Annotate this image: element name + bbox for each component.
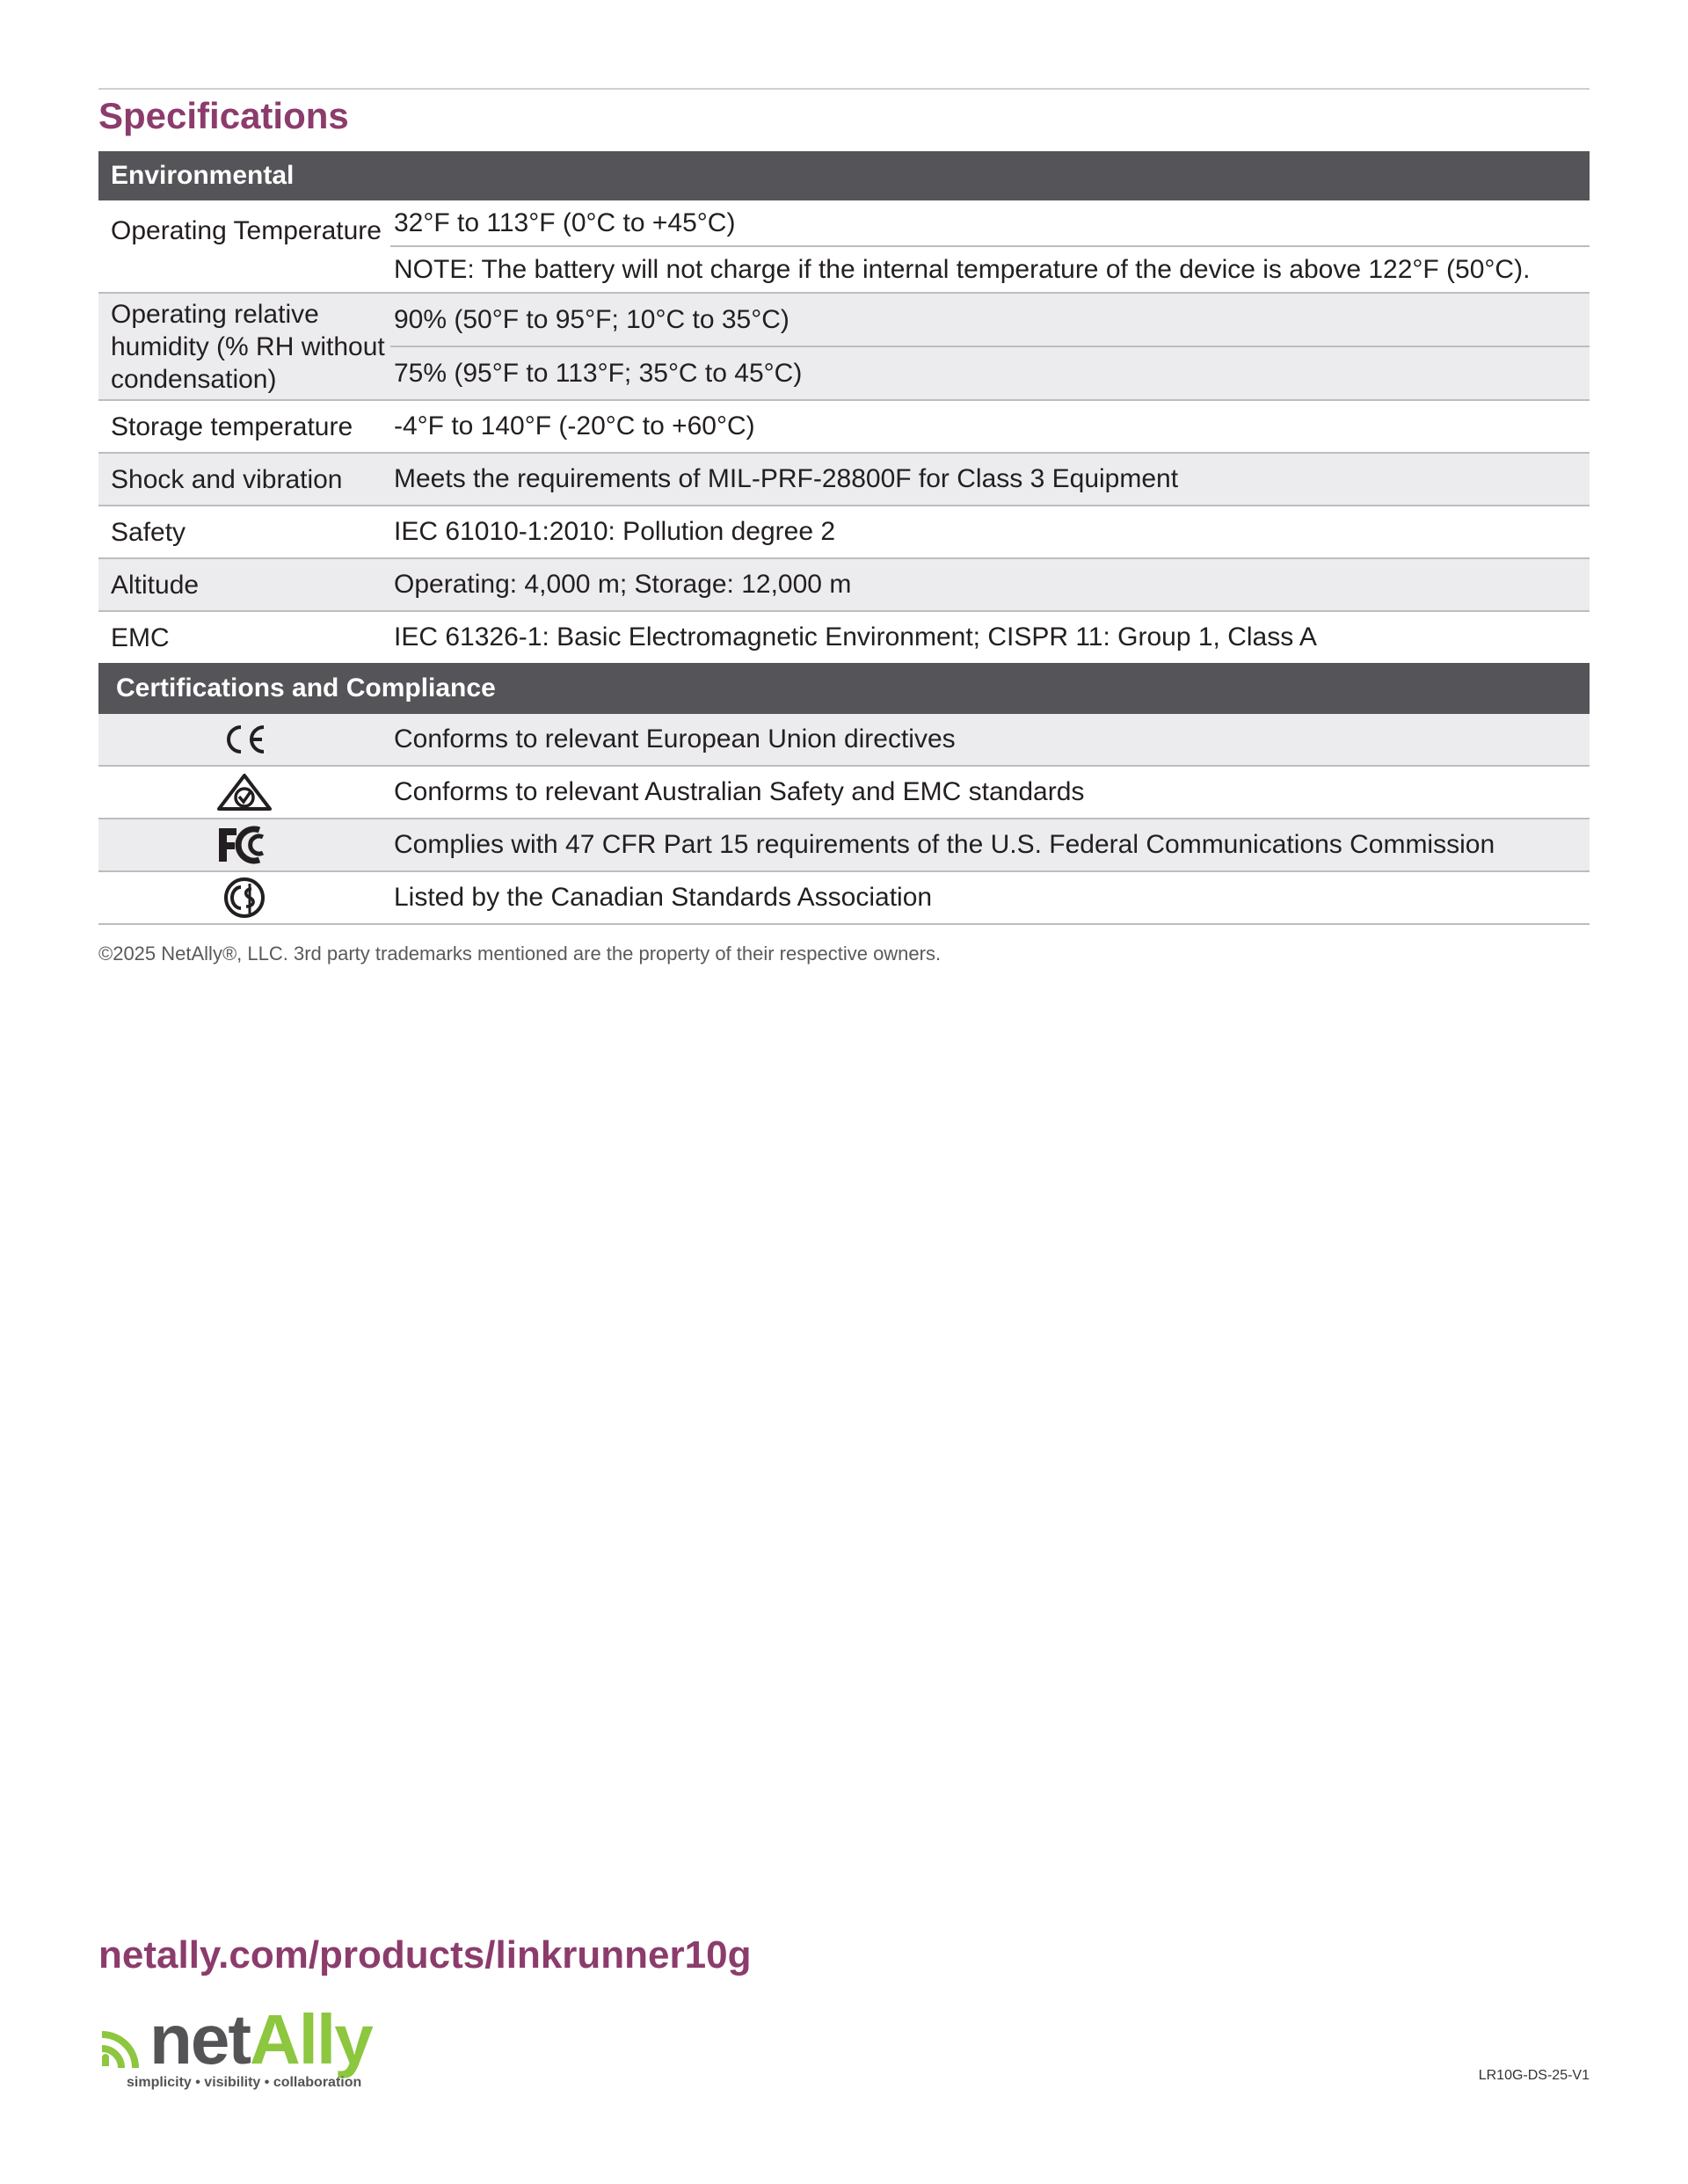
row-values: [390, 767, 1590, 818]
table-row: [98, 506, 1590, 559]
row-value: Conforms to relevant European Union directives: [394, 724, 956, 753]
product-url-link[interactable]: netally.com/products/linkrunner10g: [98, 1933, 752, 1977]
row-value: -4°F to 140°F (-20°C to +60°C): [394, 411, 755, 440]
row-values: [390, 714, 1590, 765]
spec-table: [98, 151, 1590, 925]
row-value: 32°F to 113°F (0°C to +45°C): [394, 207, 736, 237]
copyright-footnote: ©2025 NetAlly®, LLC. 3rd party trademarks mentioned are the property of their respective owners.: [98, 943, 942, 965]
row-label: Shock and vibration: [111, 464, 343, 494]
row-values: [390, 454, 1590, 505]
row-values: [390, 612, 1590, 663]
row-label: Operating relative humidity (% RH without condensation): [111, 299, 385, 394]
row-value: IEC 61010-1:2010: Pollution degree 2: [394, 517, 836, 546]
page-title: Specifications: [98, 95, 349, 136]
row-label: EMC: [111, 622, 170, 652]
fcc-mark-icon: [98, 819, 390, 870]
row-value: 75% (95°F to 113°F; 35°C to 45°C): [390, 346, 1590, 399]
netally-logo: [97, 2000, 396, 2096]
section-heading-environmental: Environmental: [98, 151, 1590, 200]
logo-tagline: simplicity • visibility • collaboration: [127, 2075, 362, 2090]
row-label: Altitude: [111, 570, 200, 600]
table-row: [98, 454, 1590, 506]
row-values: [390, 401, 1590, 452]
row-value: Operating: 4,000 m; Storage: 12,000 m: [394, 570, 852, 599]
table-row: [98, 714, 1590, 767]
table-row: [98, 819, 1590, 872]
table-row: [98, 294, 1590, 401]
csa-mark-icon: [98, 872, 390, 923]
row-label: Safety: [111, 517, 186, 547]
row-values: [390, 819, 1590, 870]
row-value: NOTE: The battery will not charge if the internal temperature of the device is above 122°F (50°C).: [390, 245, 1590, 292]
table-row: [98, 200, 1590, 294]
row-label: Storage temperature: [111, 411, 353, 441]
table-row: [98, 559, 1590, 612]
top-rule: [98, 88, 1590, 90]
row-value: 90% (50°F to 95°F; 10°C to 35°C): [394, 304, 789, 334]
document-code: LR10G-DS-25-V1: [1478, 2068, 1590, 2083]
row-values: [390, 559, 1590, 610]
table-row: [98, 401, 1590, 454]
section-heading-certifications: Certifications and Compliance: [98, 663, 1590, 714]
table-row: [98, 612, 1590, 663]
wifi-signal-icon: [97, 2008, 149, 2070]
logo-word-net: net: [149, 2000, 250, 2078]
row-values: [390, 872, 1590, 923]
row-value: Listed by the Canadian Standards Association: [394, 883, 933, 912]
rcm-mark-icon: [98, 767, 390, 818]
logo-word-ally: Ally: [250, 2000, 372, 2078]
row-values: [390, 200, 1590, 292]
table-row: [98, 767, 1590, 819]
row-values: [390, 294, 1590, 399]
row-value: Complies with 47 CFR Part 15 requirements of the U.S. Federal Communications Commission: [394, 830, 1495, 859]
row-value: IEC 61326-1: Basic Electromagnetic Environment; CISPR 11: Group 1, Class A: [394, 622, 1317, 652]
ce-mark-icon: [98, 714, 390, 765]
row-label: Operating Temperature: [111, 216, 382, 245]
row-value: Meets the requirements of MIL-PRF-28800F for Class 3 Equipment: [394, 464, 1179, 493]
logo-wordmark: [149, 2000, 372, 2078]
row-values: [390, 506, 1590, 557]
row-value: Conforms to relevant Australian Safety and EMC standards: [394, 777, 1085, 806]
table-row: [98, 872, 1590, 925]
